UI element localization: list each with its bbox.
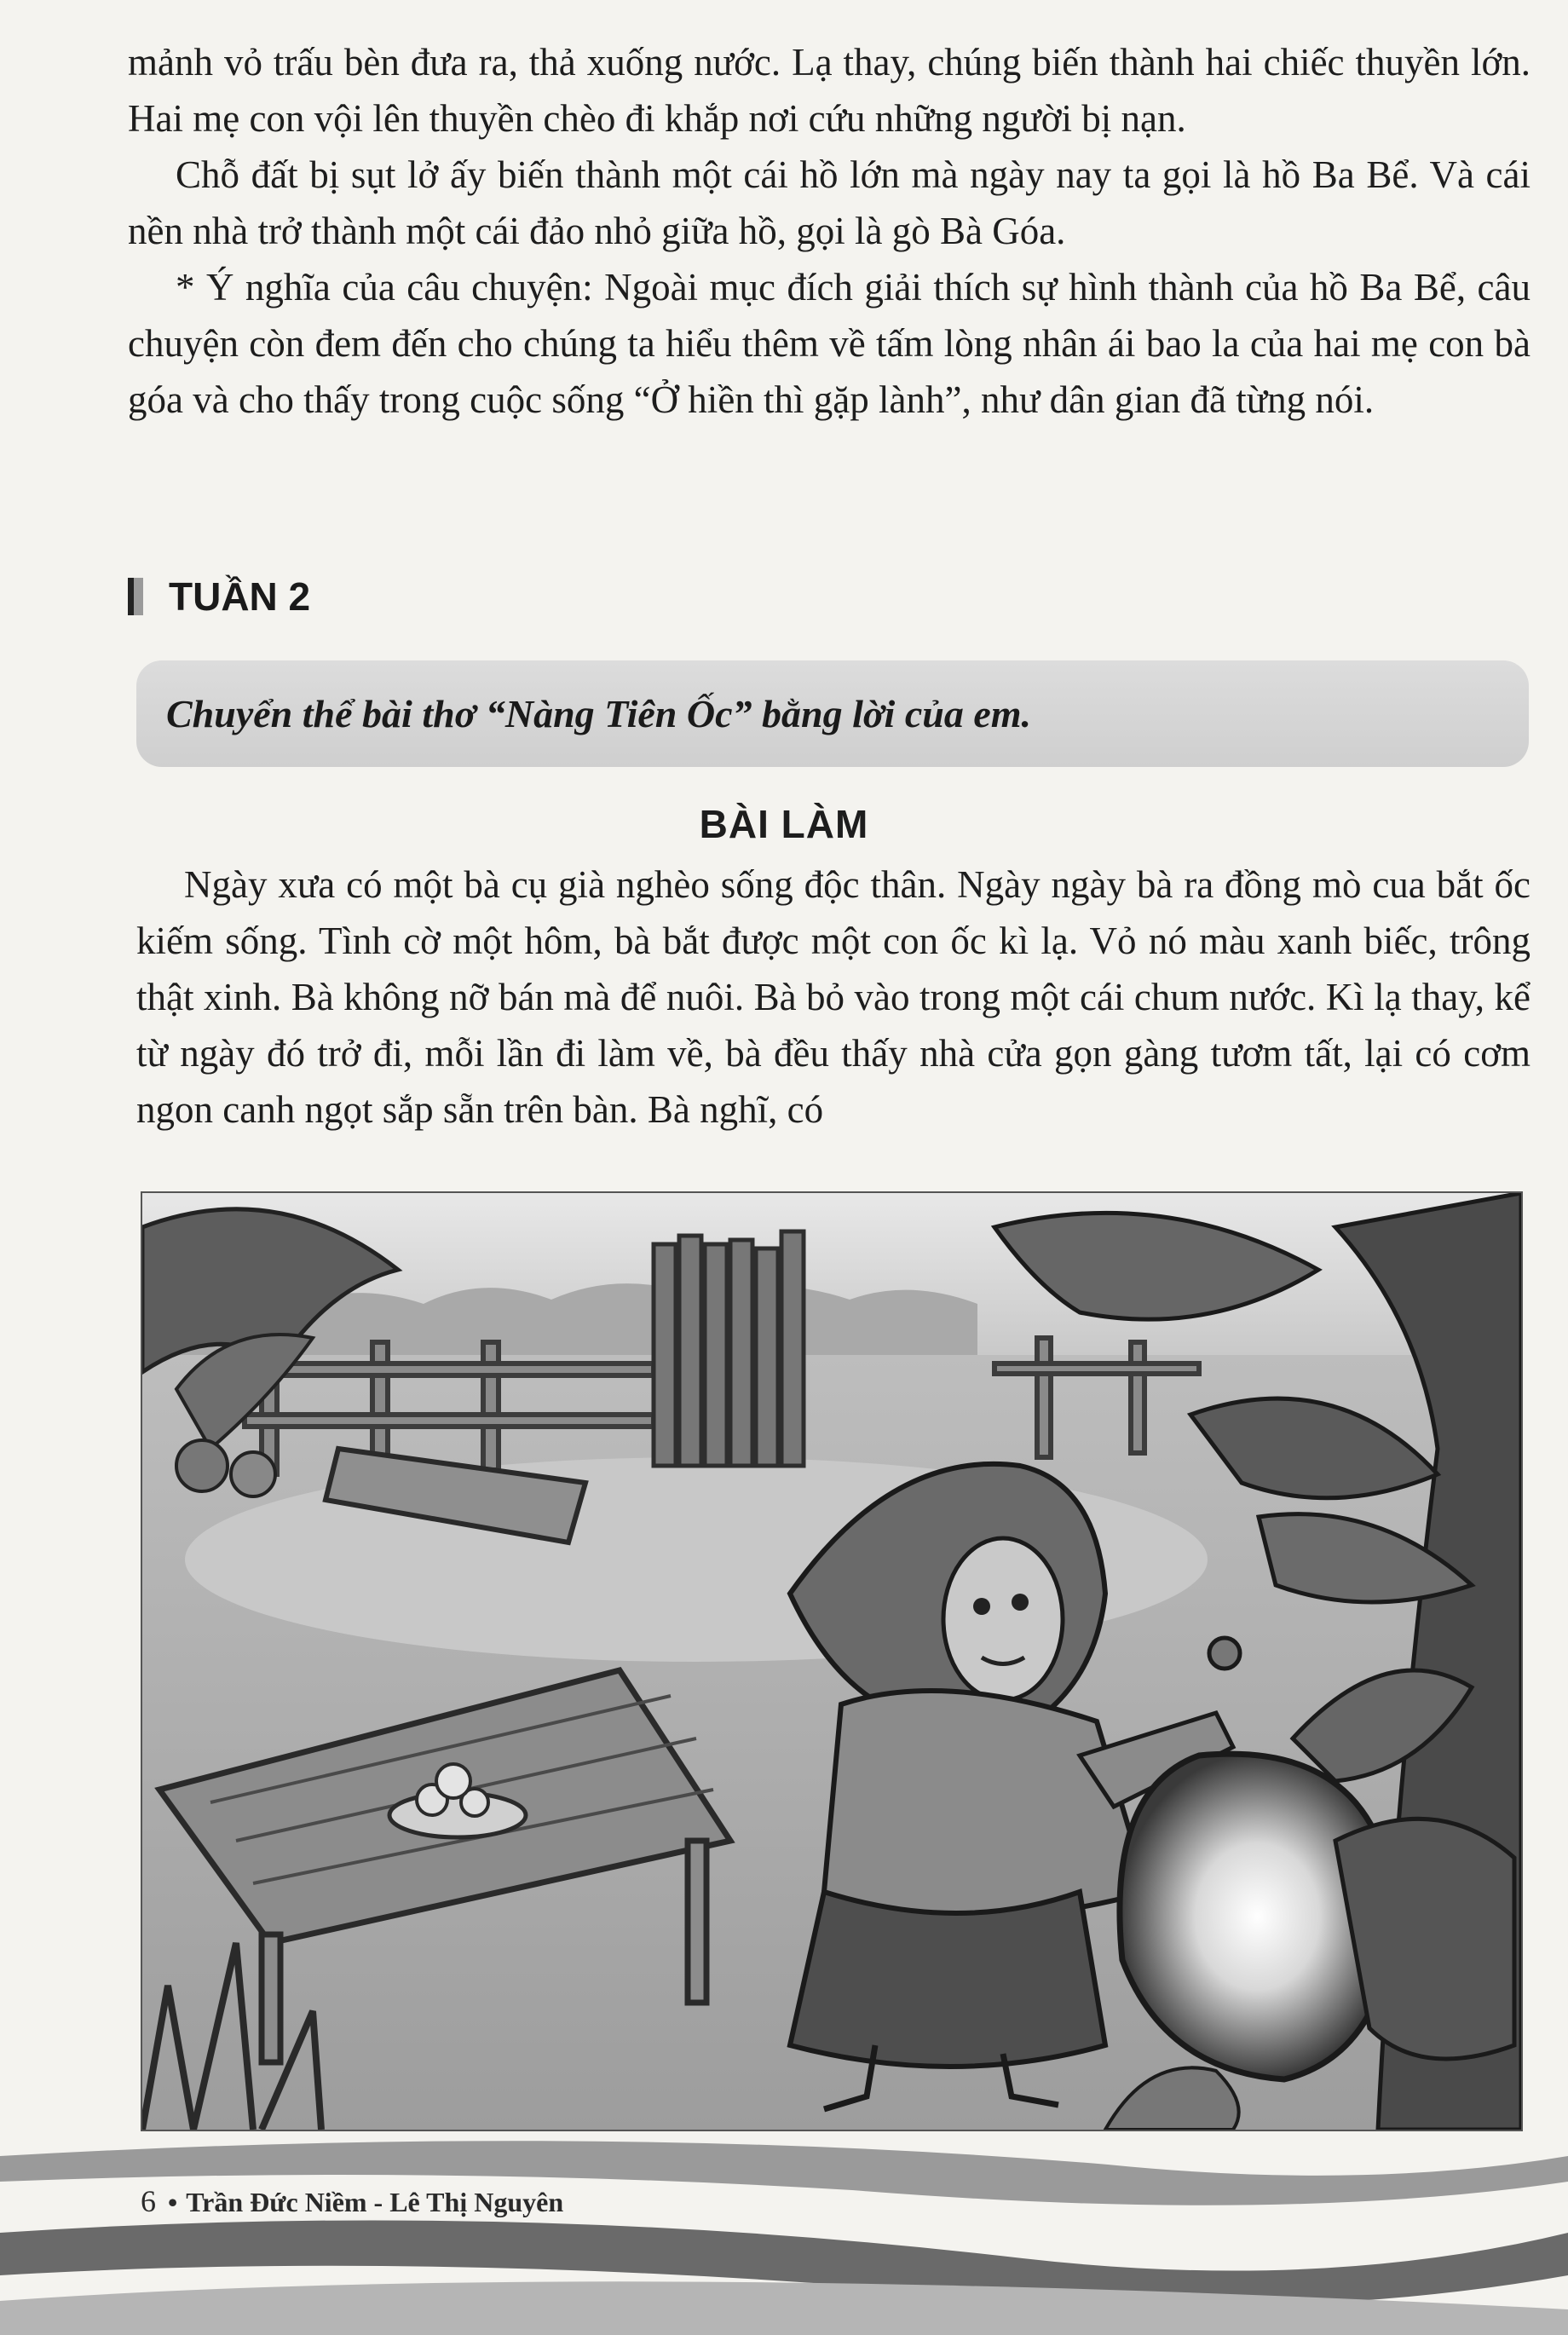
heading-bar-icon [128,578,143,615]
paragraph-1: mảnh vỏ trấu bèn đưa ra, thả xuống nước. Lạ thay, chúng biến thành hai chiếc thuyền lớn. Hai mẹ con vội lên thuyền chèo đi khắp nơi cứu những người bị nạn. [128,41,1531,140]
answer-text [136,856,1531,1138]
old-woman-illustration [142,1193,1521,2130]
story-illustration [141,1191,1523,2131]
bullet-icon: • [168,2187,178,2217]
paragraph-meaning: * Ý nghĩa của câu chuyện: Ngoài mục đích giải thích sự hình thành của hồ Ba Bể, câu chuyện còn đem đến cho chúng ta hiểu thêm về tấm lòng nhân ái bao la của hai mẹ con bà góa và cho thấy trong cuộc sống “Ở hiền thì gặp lành”, như dân gian đã từng nói. [128,266,1531,421]
page-number: 6 [141,2184,156,2218]
task-box [136,660,1529,767]
week-heading-label: TUẦN 2 [169,574,311,619]
answer-paragraph: Ngày xưa có một bà cụ già nghèo sống độc thân. Ngày ngày bà ra đồng mò cua bắt ốc kiếm sống. Tình cờ một hôm, bà bắt được một con ốc kì lạ. Vỏ nó màu xanh biếc, trông thật xinh. Bà không nỡ bán mà để nuôi. Bà bỏ vào trong một cái chum nước. Kì lạ thay, kể từ ngày đó trở đi, mỗi lần đi làm về, bà đều thấy nhà cửa gọn gàng tươm tất, lại có cơm ngon canh ngọt sắp sẵn trên bàn. Bà nghĩ, có [136,863,1531,1131]
footer-authors: Trần Đức Niềm - Lê Thị Nguyên [186,2187,564,2217]
task-text: Chuyển thể bài thơ “Nàng Tiên Ốc” bằng lời của em. [166,692,1032,735]
week-heading [128,567,310,626]
paragraph-2: Chỗ đất bị sụt lở ấy biến thành một cái hồ lớn mà ngày nay ta gọi là hồ Ba Bể. Và cái nền nhà trở thành một cái đảo nhỏ giữa hồ, gọi là gò Bà Góa. [128,153,1531,252]
answer-title: BÀI LÀM [699,802,869,846]
continued-story-text [128,34,1531,428]
page-footer [141,2183,563,2219]
footer-waves [0,2130,1568,2335]
